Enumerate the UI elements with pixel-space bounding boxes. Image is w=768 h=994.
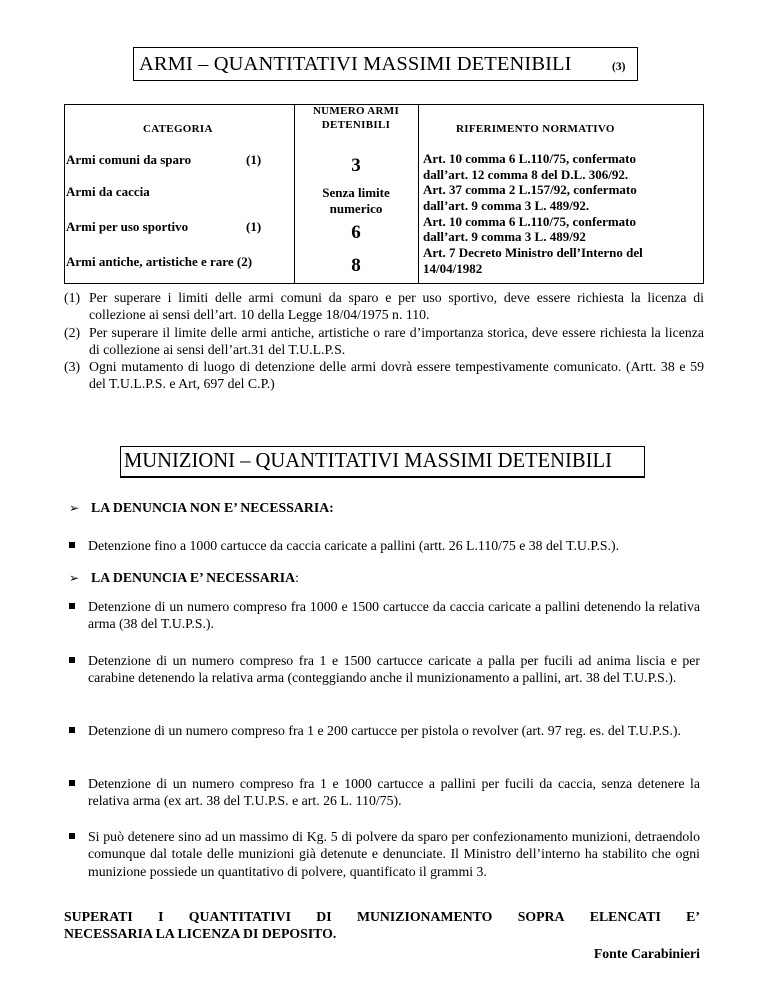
section-heading-text: LA DENUNCIA E’ NECESSARIA: [91, 570, 296, 585]
footnote: [64, 358, 704, 393]
final-statement-line2: NECESSARIA LA LICENZA DI DEPOSITO.: [64, 926, 337, 942]
row-count: 3: [351, 155, 361, 176]
row-count-line2: numerico: [329, 201, 383, 216]
source-credit: Fonte Carabinieri: [593, 946, 700, 961]
ammunition-title: MUNIZIONI – QUANTITATIVI MASSIMI DETENIBILI: [124, 450, 612, 472]
final-word: MUNIZIONAMENTO: [356, 909, 493, 924]
header-reference: RIFERIMENTO NORMATIVO: [456, 123, 615, 135]
reference-line: dall’art. 9 comma 3 L. 489/92.: [423, 198, 590, 213]
header-count-line2: DETENIBILI: [321, 119, 391, 131]
list-item: [69, 828, 700, 880]
table-notes: [64, 289, 704, 393]
row-count: 6: [351, 222, 361, 243]
header-category: CATEGORIA: [143, 123, 213, 135]
square-bullet-icon: [69, 780, 75, 786]
reference-line: dall’art. 9 comma 3 L. 489/92: [423, 229, 586, 244]
list-item-text: Detenzione fino a 1000 cartucce da caccia caricate a pallini (artt. 26 L.110/75 e 38 del T.U.P.S.).: [88, 538, 620, 553]
list-item-text: Detenzione di un numero compreso fra 1 e 1000 cartucce a pallini per fucili da caccia, senza detenere la relativa arma (ex art. 38 del T.U.P.S. e art. 26 L. 110/75).: [88, 776, 700, 809]
final-word: E’: [686, 909, 700, 924]
arrow-bullet-icon: ➢: [69, 571, 80, 585]
footnote-text: Per superare il limite delle armi antiche, artistiche o rare d’importanza storica, deve essere richiesta la licenza di collezione ai sensi dell’art.31 del T.U.L.P.S.: [89, 324, 704, 357]
final-word: SUPERATI: [64, 909, 133, 924]
final-word: SOPRA: [517, 909, 565, 924]
list-item: [69, 722, 700, 739]
row-count-line1: Senza limite: [322, 185, 390, 200]
list-item-text: Si può detenere sino ad un massimo di Kg. 5 di polvere da sparo per confezionamento munizioni, detraendolo comunque dal totale delle munizioni già detenute e denunciate. Il Ministro dell’interno ha stabilito che ogni munizione possiede un quantitativo di polvere, quantificato il grammi 3.: [88, 829, 700, 879]
list-item-text: Detenzione di un numero compreso fra 1000 e 1500 cartucce da caccia caricate a pallini detenendo la relativa arma (38 del T.U.P.S.).: [88, 599, 700, 632]
list-item-text: Detenzione di un numero compreso fra 1 e 1500 cartucce caricate a palla per fucili ad anima liscia e per carabine detenendo la relativa arma (conteggiando anche il munizionamento a pallini, art. 38 del T.U.P.S.).: [88, 653, 700, 686]
reference-line: Art. 10 comma 6 L.110/75, confermato: [423, 151, 637, 166]
final-statement: [64, 908, 700, 943]
footnote: [64, 289, 704, 324]
reference-line: Art. 7 Decreto Ministro dell’Interno del: [423, 245, 643, 260]
final-word: DI: [316, 909, 332, 924]
row-note: (1): [246, 152, 262, 167]
arrow-bullet-icon: ➢: [69, 501, 80, 515]
square-bullet-icon: [69, 603, 75, 609]
reference-line: 14/04/1982: [423, 261, 483, 276]
footnote-text: Ogni mutamento di luogo di detenzione delle armi dovrà essere tempestivamente comunicato. (Artt. 38 e 59 del T.U.L.P.S. e Art, 697 del C.P.): [89, 359, 704, 392]
row-category: Armi da caccia: [66, 184, 150, 199]
ammunition-title-box: [120, 446, 645, 478]
weapons-title-box: [133, 47, 638, 81]
reference-line: Art. 10 comma 6 L.110/75, confermato: [423, 214, 637, 229]
section-heading-not-required: [69, 500, 334, 516]
list-item: [69, 775, 700, 810]
section-heading-text: LA DENUNCIA NON E’ NECESSARIA:: [91, 500, 334, 515]
footnote-number: (3): [64, 359, 81, 375]
section-heading-colon: :: [295, 570, 299, 585]
reference-line: Art. 37 comma 2 L.157/92, confermato: [423, 182, 637, 197]
table-border-right: [703, 104, 704, 284]
footnote: [64, 324, 704, 359]
table-border-left: [64, 104, 65, 284]
table-divider-2: [418, 104, 419, 284]
footnote-number: (2): [64, 324, 81, 340]
square-bullet-icon: [69, 727, 75, 733]
list-item: [69, 537, 700, 554]
footnote-number: (1): [64, 290, 81, 305]
square-bullet-icon: [69, 657, 75, 663]
section-heading-required: [69, 570, 299, 586]
list-item: [69, 598, 700, 633]
row-category: Armi antiche, artistiche e rare (2): [66, 254, 253, 269]
weapons-table: [64, 104, 704, 284]
square-bullet-icon: [69, 833, 75, 839]
final-word: I: [158, 909, 164, 924]
weapons-title-note: (3): [612, 61, 626, 73]
list-item-text: Detenzione di un numero compreso fra 1 e 200 cartucce per pistola o revolver (art. 97 reg. es. del T.U.P.S.).: [88, 723, 681, 738]
table-border-bottom: [64, 283, 704, 284]
final-word: ELENCATI: [589, 909, 661, 924]
list-item: [69, 652, 700, 687]
footnote-text: Per superare i limiti delle armi comuni da sparo e per uso sportivo, deve essere richiesta la licenza di collezione ai sensi dell’art. 10 della Legge 18/04/1975 n. 110.: [89, 290, 704, 323]
square-bullet-icon: [69, 542, 75, 548]
row-note: (1): [246, 219, 262, 234]
header-count-line1: NUMERO ARMI: [312, 105, 400, 117]
reference-line: dall’art. 12 comma 8 del D.L. 306/92.: [423, 167, 629, 182]
final-word: QUANTITATIVI: [188, 909, 291, 924]
row-count: 8: [351, 255, 361, 276]
final-statement-line1: [64, 908, 700, 925]
weapons-title: ARMI – QUANTITATIVI MASSIMI DETENIBILI: [139, 53, 572, 75]
row-category: Armi per uso sportivo: [66, 219, 189, 234]
row-category: Armi comuni da sparo: [66, 152, 192, 167]
